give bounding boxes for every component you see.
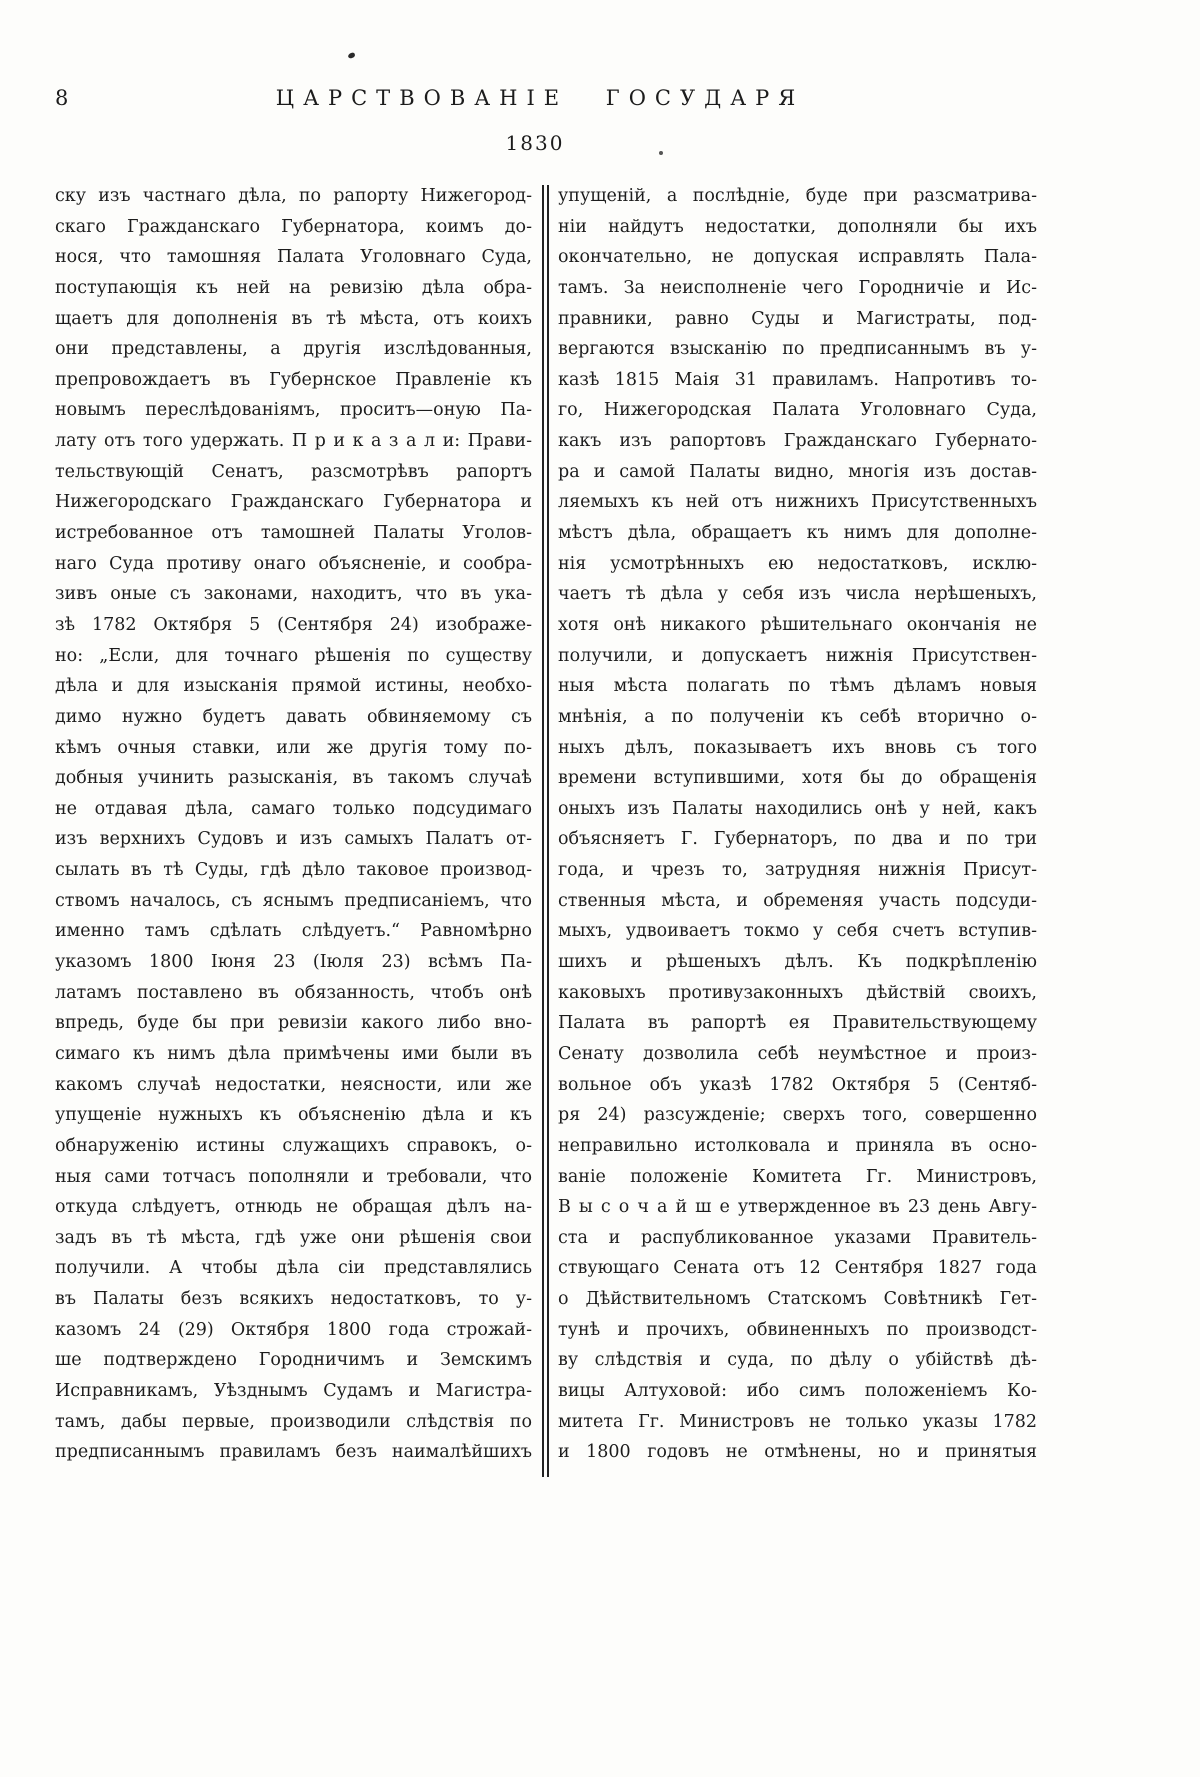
text-line: Исправникамъ, Уѣзднымъ Судамъ и Магистра- [55,1380,532,1401]
text-line: казѣ 1815 Маія 31 правиламъ. Напротивъ то- [558,369,1037,390]
text-line: наго Суда противу онаго объясненіе, и сообра- [55,553,532,574]
two-column-text-block [55,181,1037,1477]
text-line: тамъ, дабы первые, производили слѣдствія по [55,1411,532,1432]
text-line: упущеній, а послѣдніе, буде при разсматрива- [558,186,1037,206]
left-text-column [55,181,532,1468]
text-line: лату отъ того удержать. П р и к а з а л и: Прави- [55,431,532,452]
text-line: тельствующій Сенатъ, разсмотрѣвъ рапортъ [55,461,532,482]
text-line: чаетъ тѣ дѣла у себя изъ числа нерѣшеныхъ, [558,584,1037,605]
text-line: времени вступившими, хотя бы до обращенія [558,768,1037,789]
text-line: тунѣ и прочихъ, обвиненныхъ по производст- [558,1319,1037,1340]
text-line: хотя онѣ никакого рѣшительнаго окончанія не [558,614,1037,635]
text-line: добныя учинить разысканія, въ такомъ случаѣ [55,768,532,789]
text-line: о Дѣйствительномъ Статскомъ Совѣтникѣ Гет- [558,1289,1037,1310]
text-line: зивъ оные съ законами, находитъ, что въ ука- [55,584,532,605]
text-line: и 1800 годовъ не отмѣнены, но и принятыя [558,1442,1037,1463]
text-line: окончательно, не допуская исправлять Пала- [558,247,1037,268]
text-line: не отдавая дѣла, самаго только подсудимаго [55,798,532,819]
text-line: Палата въ рапортѣ ея Правительствующему [558,1013,1037,1034]
text-line: ря 24) разсужденіе; сверхъ того, совершенно [558,1105,1037,1126]
text-line: митета Гг. Министровъ не только указы 1782 [558,1411,1037,1432]
text-line: нося, что тамошняя Палата Уголовнаго Суда, [55,247,532,268]
text-line: щаетъ для дополненія въ тѣ мѣста, отъ коихъ [55,308,532,329]
text-line: симаго къ нимъ дѣла примѣчены ими были въ [55,1043,532,1064]
text-line: правники, равно Суды и Магистраты, под- [558,308,1037,329]
text-line: Сенату дозволила себѣ неумѣстное и произ- [558,1043,1037,1064]
text-line: именно тамъ сдѣлать слѣдуетъ.“ Равномѣрно [55,921,532,942]
text-line: ствомъ началось, съ яснымъ предписаніемъ, что [55,890,532,911]
text-line: сылать въ тѣ Суды, гдѣ дѣло таковое производ- [55,860,532,881]
text-line: ляемыхъ къ ней отъ нижнихъ Присутственныхъ [558,492,1037,513]
text-line: кѣмъ очныя ставки, или же другія тому по- [55,737,532,758]
text-line: дѣла и для изысканія прямой истины, необхо- [55,676,532,697]
text-line: упущеніе нужныхъ къ объясненію дѣла и къ [55,1105,532,1126]
text-line: ше подтверждено Городничимъ и Земскимъ [55,1350,532,1371]
text-line: ственныя мѣста, и обременяя участь подсуди- [558,890,1037,911]
text-line: откуда слѣдуетъ, отнюдь не обращая дѣлъ на- [55,1197,532,1218]
text-line: ніи найдутъ недостатки, дополняли бы ихъ [558,216,1037,237]
text-line: но: „Если, для точнаго рѣшенія по существу [55,645,532,666]
text-line: ста и распубликованное указами Правитель- [558,1227,1037,1248]
text-line: года, и чрезъ то, затрудняя нижнія Присут- [558,860,1037,881]
text-line: новымъ переслѣдованіямъ, проситъ—оную Па- [55,400,532,421]
text-line: вергаются взысканію по предписаннымъ въ у- [558,339,1037,360]
text-line: вицы Алтуховой: ибо симъ положеніемъ Ко- [558,1380,1037,1401]
page-number: 8 [55,86,69,110]
text-line: объясняетъ Г. Губернаторъ, по два и по три [558,829,1037,850]
text-line: го, Нижегородская Палата Уголовнаго Суда, [558,400,1037,421]
text-line: ныхъ дѣлъ, показываетъ ихъ вновь съ того [558,737,1037,758]
text-line: шихъ и рѣшеныхъ дѣлъ. Къ подкрѣпленію [558,952,1037,973]
text-line: предписаннымъ правиламъ безъ наималѣйшихъ [55,1442,532,1463]
page-header-year: 1830 [505,131,565,155]
text-line: каковыхъ противузаконныхъ дѣйствій своихъ, [558,982,1037,1003]
text-line: нія усмотрѣнныхъ ею недостатковъ, исклю- [558,553,1037,574]
text-line: казомъ 24 (29) Октября 1800 года строжай- [55,1319,532,1340]
text-line: ску изъ частнаго дѣла, по рапорту Нижегород- [55,186,532,206]
text-line: мыхъ, удвоиваетъ токмо у себя счетъ вступив- [558,921,1037,942]
text-line: ваніе положеніе Комитета Гг. Министровъ, [558,1166,1037,1187]
text-line: ствующаго Сената отъ 12 Сентября 1827 года [558,1258,1037,1279]
text-line: Нижегородскаго Гражданскаго Губернатора и [55,492,532,513]
text-line: поступающія къ ней на ревизію дѣла обра- [55,277,532,298]
text-line: получили, и допускаетъ нижнія Присутствен- [558,645,1037,666]
text-line: вольное объ указѣ 1782 Октября 5 (Сентяб- [558,1074,1037,1095]
text-line: ныя мѣста полагать по тѣмъ дѣламъ новыя [558,676,1037,697]
text-line: скаго Гражданскаго Губернатора, коимъ до- [55,216,532,237]
text-line: зѣ 1782 Октября 5 (Сентября 24) изображе- [55,614,532,635]
text-line: тамъ. За неисполненіе чего Городничіе и Ис- [558,277,1037,298]
text-line: ву слѣдствія и суда, по дѣлу о убійствѣ дѣ- [558,1350,1037,1371]
text-line: обнаруженію истины служащихъ справокъ, о- [55,1135,532,1156]
text-line: мнѣнія, а по полученіи къ себѣ вторично о- [558,706,1037,727]
text-line: ра и самой Палаты видно, многія изъ достав- [558,461,1037,482]
text-line: какомъ случаѣ недостатки, неясности, или же [55,1074,532,1095]
text-line: получили. А чтобы дѣла сіи представлялись [55,1258,532,1279]
column-divider-rule [542,185,549,1477]
text-line: какъ изъ рапортовъ Гражданскаго Губернато- [558,431,1037,452]
text-line: димо нужно будетъ давать обвиняемому съ [55,706,532,727]
text-line: препровождаетъ въ Губернское Правленіе къ [55,369,532,390]
text-line: указомъ 1800 Іюня 23 (Іюля 23) всѣмъ Па- [55,952,532,973]
right-text-column [558,181,1037,1468]
print-speck-artifact [347,52,355,59]
text-line: неправильно истолковала и приняла въ осно- [558,1135,1037,1156]
text-line: истребованное отъ тамошней Палаты Уголов- [55,523,532,544]
text-line: латамъ поставлено въ обязанность, чтобъ онѣ [55,982,532,1003]
text-line: изъ верхнихъ Судовъ и изъ самыхъ Палатъ от- [55,829,532,850]
text-line: они представлены, а другія изслѣдованныя, [55,339,532,360]
text-line: въ Палаты безъ всякихъ недостатковъ, то у- [55,1289,532,1310]
page-header-title: ЦАРСТВОВАНІЕ ГОСУДАРЯ [275,86,805,110]
text-line: В ы с о ч а й ш е утвержденное въ 23 день Авгу- [558,1197,1037,1218]
text-line: впредь, буде бы при ревизіи какого либо вно- [55,1013,532,1034]
text-line: оныхъ изъ Палаты находились онѣ у ней, какъ [558,798,1037,819]
text-line: задъ въ тѣ мѣста, гдѣ уже они рѣшенія свои [55,1227,532,1248]
text-line: мѣстъ дѣла, обращаетъ къ нимъ для дополне- [558,523,1037,544]
text-line: ныя сами тотчасъ пополняли и требовали, что [55,1166,532,1187]
